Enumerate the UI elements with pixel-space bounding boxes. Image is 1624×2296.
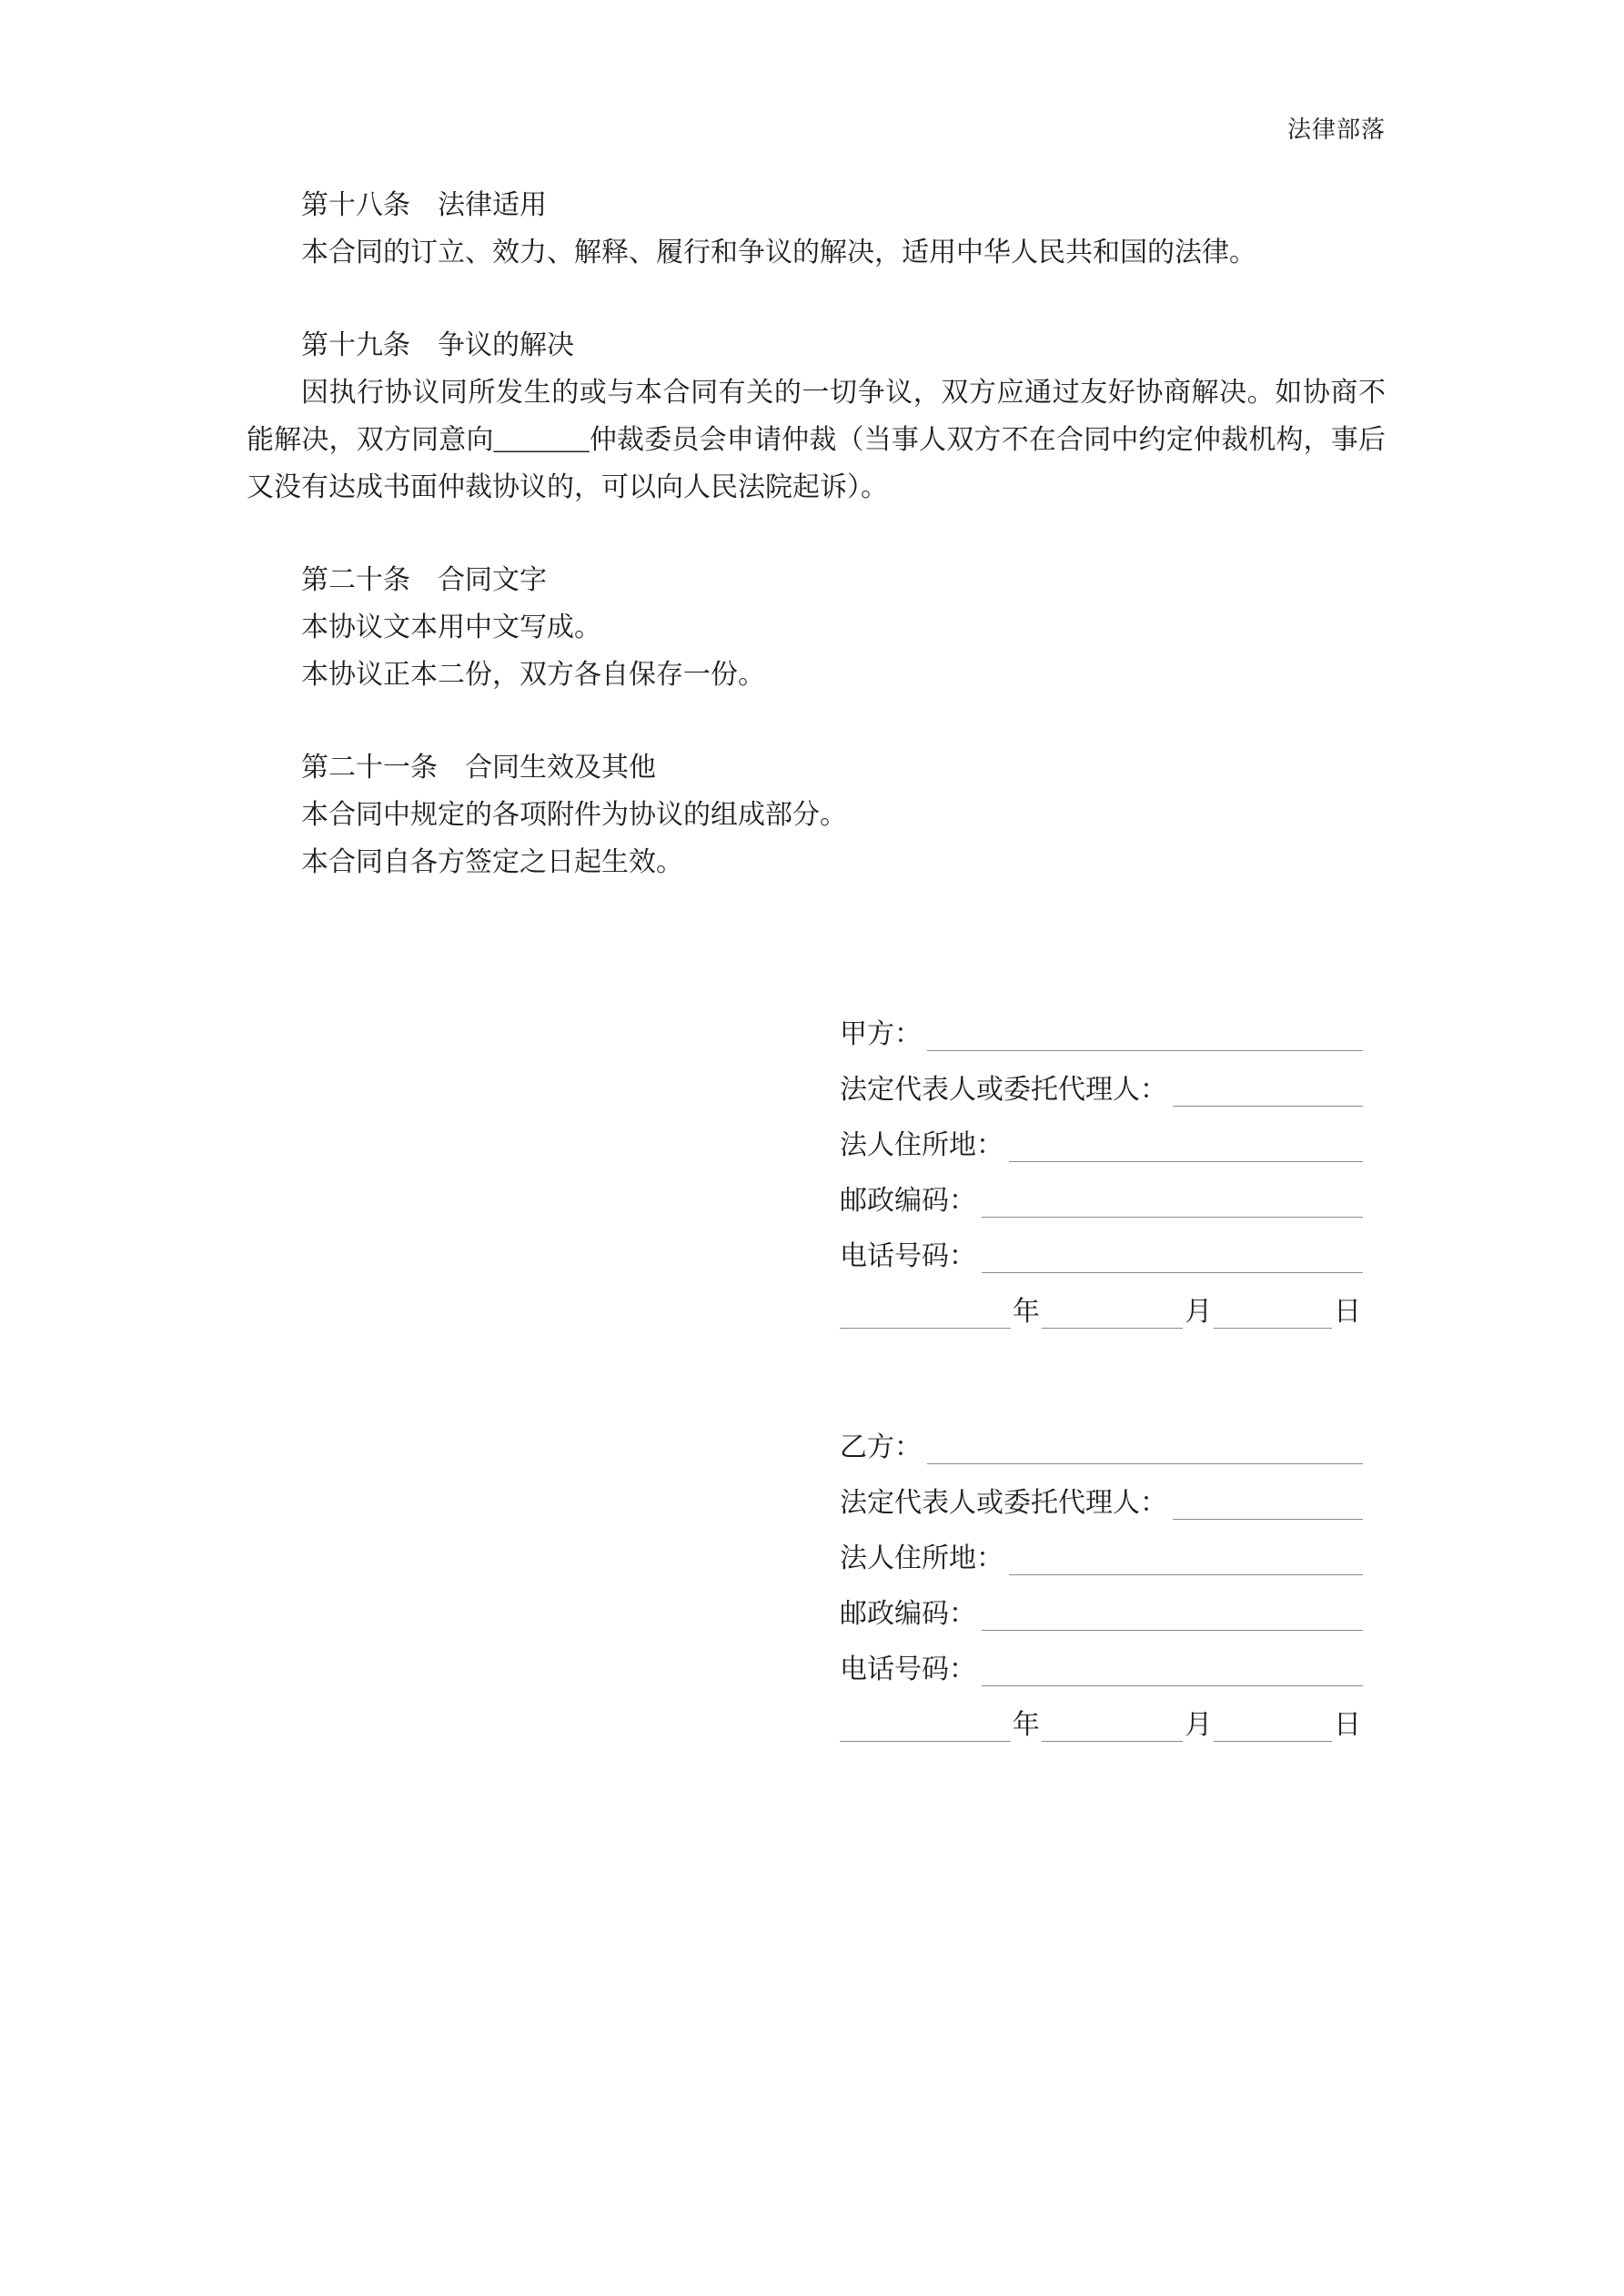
article-19 [247,322,1386,511]
party-b-name-row [840,1420,1363,1475]
date-blank-line [1214,1328,1332,1329]
date-blank-line [840,1741,1011,1742]
party-a-phone-row [840,1229,1363,1284]
date-blank-line [1042,1741,1184,1742]
date-blank-line [1042,1328,1184,1329]
party-b-signature-block [840,1420,1363,1753]
party-a-address-row [840,1118,1363,1173]
day-label: 日 [1334,1710,1361,1740]
signature-blank-line [982,1217,1363,1218]
party-a-date-row [840,1284,1363,1340]
signature-blank-line [927,1050,1363,1051]
site-watermark: 法律部落 [1286,116,1386,143]
year-label: 年 [1012,1710,1040,1740]
signature-field-label: 法人住所地： [840,1543,1004,1573]
party-b-address-row [840,1531,1363,1586]
party-b-date-row [840,1697,1363,1753]
signature-blank-line [982,1685,1363,1686]
signature-field-label: 电话号码： [840,1241,976,1271]
article-paragraph: 本合同自各方签定之日起生效。 [301,847,683,877]
article-21 [247,744,1386,886]
article-title: 第二十条 合同文字 [301,565,547,595]
signature-field-label: 法定代表人或委托代理人： [840,1075,1167,1105]
year-label: 年 [1012,1297,1040,1327]
signature-blank-line [982,1630,1363,1631]
date-blank-line [840,1328,1011,1329]
month-label: 月 [1185,1710,1213,1740]
party-a-name-row [840,1006,1363,1062]
date-blank-line [1214,1741,1332,1742]
party-a-representative-row [840,1062,1363,1118]
article-paragraph: 本合同的订立、效力、解释、履行和争议的解决，适用中华人民共和国的法律。 [301,238,1256,268]
month-label: 月 [1185,1297,1213,1327]
day-label: 日 [1334,1297,1361,1327]
party-b-postcode-row [840,1586,1363,1642]
party-b-representative-row [840,1475,1363,1531]
signature-blank-line [982,1272,1363,1273]
signature-field-label: 邮政编码： [840,1599,976,1629]
signature-field-label: 法定代表人或委托代理人： [840,1488,1167,1518]
contract-body [247,182,1386,1753]
article-paragraph: 本协议正本二份，双方各自保存一份。 [301,660,765,690]
signature-field-label: 法人住所地： [840,1130,1004,1160]
signature-field-label: 甲方： [840,1019,922,1049]
signature-field-label: 电话号码： [840,1654,976,1684]
article-paragraph: 本协议文本用中文写成。 [301,612,601,642]
article-20 [247,557,1386,699]
article-title: 第十八条 法律适用 [301,190,547,220]
signature-blank-line [1009,1161,1363,1162]
article-title: 第二十一条 合同生效及其他 [301,753,656,783]
article-paragraph: 本合同中规定的各项附件为协议的组成部分。 [301,800,847,830]
party-a-signature-block [840,1006,1363,1340]
party-a-postcode-row [840,1173,1363,1229]
signature-blank-line [1173,1519,1363,1520]
article-title: 第十九条 争议的解决 [301,330,574,360]
party-b-phone-row [840,1642,1363,1697]
article-18 [247,182,1386,277]
signature-field-label: 邮政编码： [840,1186,976,1216]
signature-blank-line [1009,1574,1363,1575]
signature-field-label: 乙方： [840,1432,922,1462]
signature-blank-line [927,1463,1363,1464]
article-paragraph: 因执行协议同所发生的或与本合同有关的一切争议，双方应通过友好协商解决。如协商不能解决，双方同意向_______仲裁委员会申请仲裁（当事人双方不在合同中约定仲裁机构，事后又没有达成书面仲裁协议的，可以向人民法院起诉）。 [247,378,1386,502]
signature-blank-line [1173,1106,1363,1107]
